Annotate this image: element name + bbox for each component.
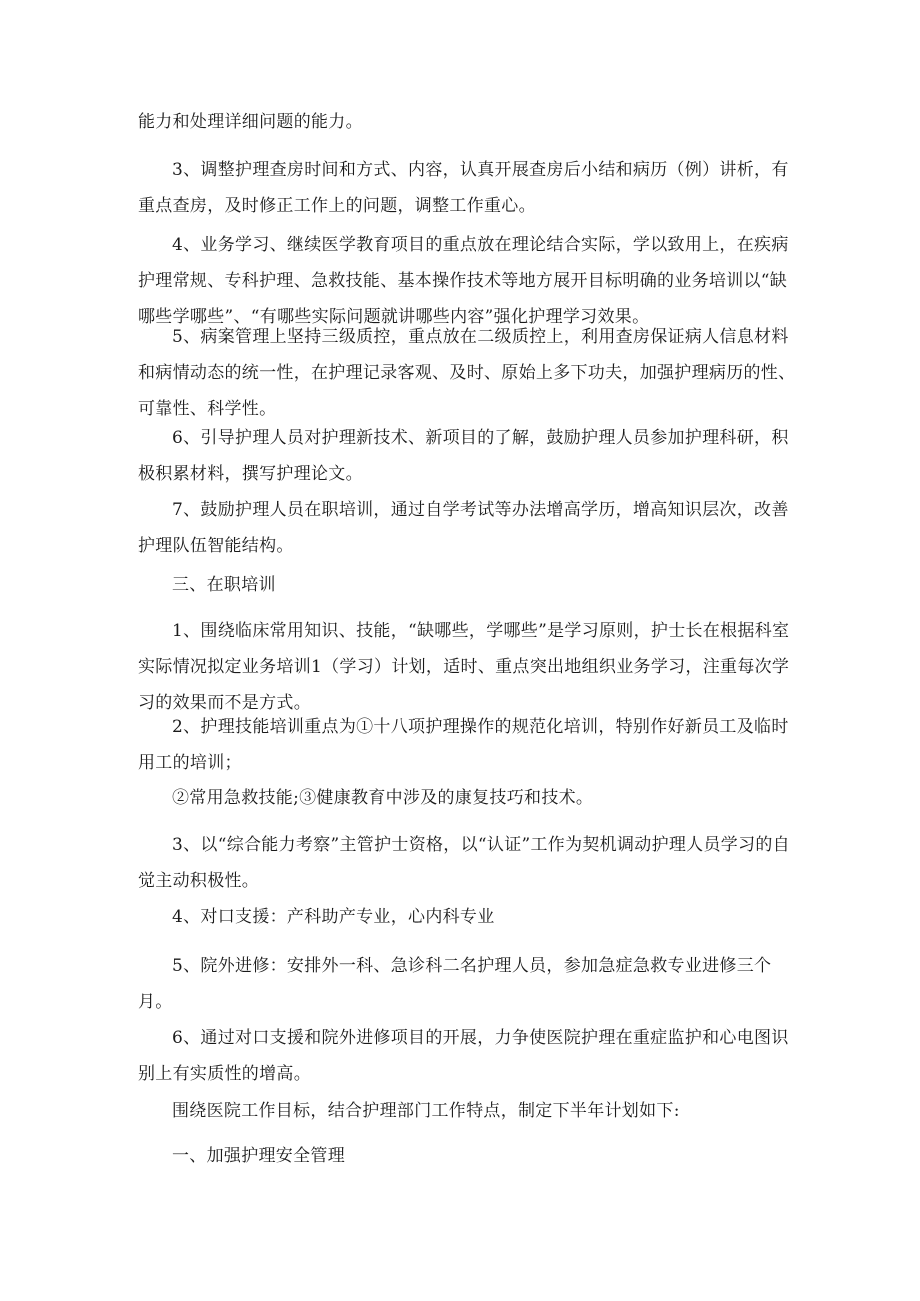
paragraph-training-2-cont: ②常用急救技能;③健康教育中涉及的康复技巧和技术。 (172, 788, 594, 808)
paragraph-continuation: 能力和处理详细问题的能力。 (138, 112, 363, 132)
paragraph-item-6: 6、引导护理人员对护理新技术、新项目的了解，鼓励护理人员参加护理科研，积极积累材料，撰写护理论文。 (138, 428, 789, 484)
paragraph-training-6: 6、通过对口支援和院外进修项目的开展，力争使医院护理在重症监护和心电图识别上有实质性的增高。 (138, 1028, 789, 1084)
section-heading-training: 三、在职培训 (172, 575, 276, 595)
paragraph-item-3: 3、调整护理查房时间和方式、内容，认真开展查房后小结和病历（例）讲析，有重点查房，及时修正工作上的问题，调整工作重心。 (138, 160, 789, 216)
paragraph-training-4: 4、对口支援：产科助产专业，心内科专业 (172, 907, 495, 927)
paragraph-training-2: 2、护理技能培训重点为①十八项护理操作的规范化培训，特别作好新员工及临时用工的培训； (138, 717, 789, 773)
paragraph-training-1: 1、围绕临床常用知识、技能，“缺哪些，学哪些”是学习原则，护士长在根据科室实际情况拟定业务培训1（学习）计划，适时、重点突出地组织业务学习，注重每次学习的效果而不是方式。 (138, 621, 790, 713)
paragraph-item-5: 5、病案管理上坚持三级质控，重点放在二级质控上，利用查房保证病人信息材料和病情动态的统一性，在护理记录客观、及时、原始上多下功夫，加强护理病历的性、可靠性、科学性。 (138, 327, 796, 419)
paragraph-plan-intro: 围绕医院工作目标，结合护理部门工作特点，制定下半年计划如下: (172, 1101, 680, 1121)
paragraph-training-3: 3、以“综合能力考察”主管护士资格，以“认证”工作为契机调动护理人员学习的自觉主动积极性。 (138, 835, 790, 891)
paragraph-item-4: 4、业务学习、继续医学教育项目的重点放在理论结合实际，学以致用上，在疾病护理常规、专科护理、急救技能、基本操作技术等地方展开目标明确的业务培训以“缺哪些学哪些”、“有哪些实际问题就讲哪些内容”强化护理学习效果。 (138, 235, 789, 327)
section-heading-safety: 一、加强护理安全管理 (172, 1146, 345, 1166)
paragraph-item-7: 7、鼓励护理人员在职培训，通过自学考试等办法增高学历，增高知识层次，改善护理队伍智能结构。 (138, 500, 789, 556)
paragraph-training-5: 5、院外进修：安排外一科、急诊科二名护理人员，参加急症急救专业进修三个月。 (138, 956, 772, 1012)
